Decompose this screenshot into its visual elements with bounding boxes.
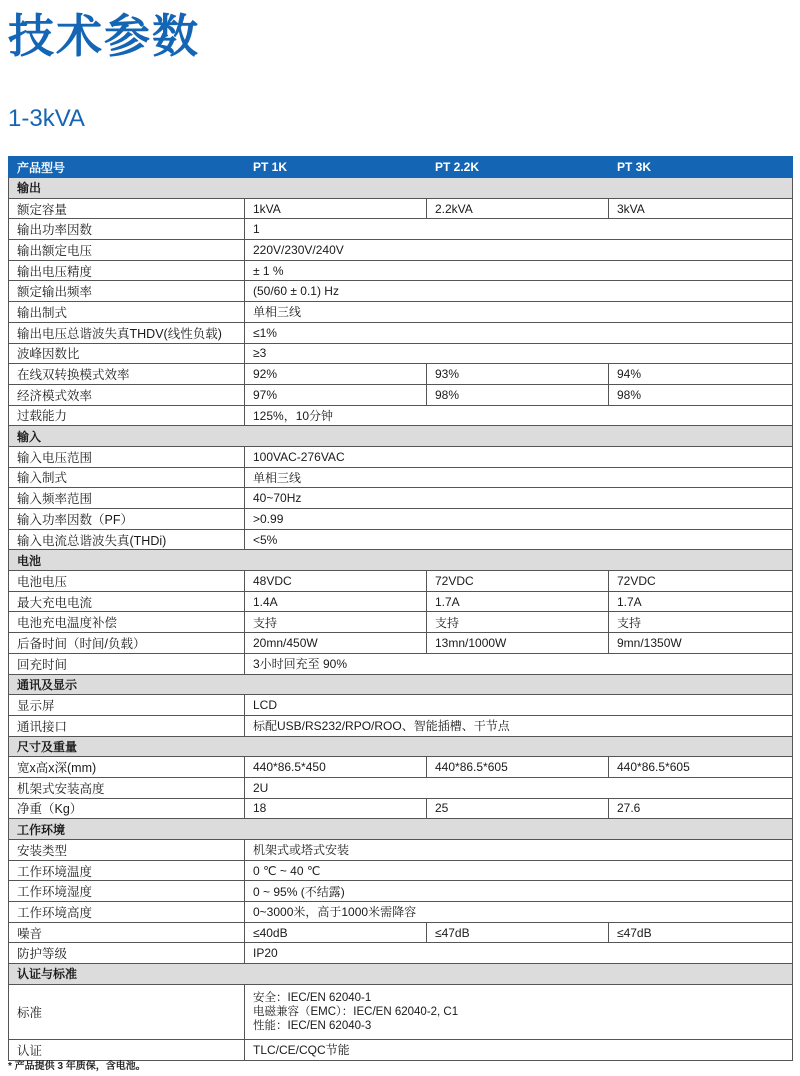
header-cell: PT 1K	[245, 157, 427, 178]
row-value: 440*86.5*450	[245, 757, 427, 778]
row-value: 92%	[245, 364, 427, 385]
row-label: 后备时间（时间/负载）	[9, 633, 245, 654]
footnote: * 产品提供 3 年质保，含电池。	[8, 1061, 146, 1072]
row-value: 220V/230V/240V	[245, 240, 793, 261]
table-row	[9, 384, 793, 405]
row-value: 125%，10分钟	[245, 405, 793, 426]
table-row	[9, 571, 793, 592]
table-row	[9, 198, 793, 219]
row-label: 输出额定电压	[9, 240, 245, 261]
table-row	[9, 219, 793, 240]
row-label: 显示屏	[9, 695, 245, 716]
row-label: 工作环境湿度	[9, 881, 245, 902]
row-label: 输入制式	[9, 467, 245, 488]
header-cell: PT 2.2K	[427, 157, 609, 178]
row-value: <5%	[245, 529, 793, 550]
section-row	[9, 550, 793, 571]
section-row	[9, 819, 793, 840]
value-line: 安全：IEC/EN 62040-1	[253, 991, 372, 1004]
row-value: 18	[245, 798, 427, 819]
row-label: 输入功率因数（PF）	[9, 509, 245, 530]
row-label: 电池电压	[9, 571, 245, 592]
table-row	[9, 757, 793, 778]
table-row	[9, 405, 793, 426]
row-value: ≥3	[245, 343, 793, 364]
row-value: >0.99	[245, 509, 793, 530]
table-row	[9, 260, 793, 281]
row-value: 1.7A	[609, 591, 793, 612]
table-body	[9, 178, 793, 1061]
section-title: 尺寸及重量	[9, 736, 793, 757]
value-line: 性能：IEC/EN 62040-3	[253, 1019, 372, 1032]
table-row	[9, 695, 793, 716]
row-label: 通讯接口	[9, 715, 245, 736]
table-row	[9, 240, 793, 261]
spec-table	[8, 156, 793, 1061]
row-value: 97%	[245, 384, 427, 405]
row-label: 经济模式效率	[9, 384, 245, 405]
row-value: 支持	[427, 612, 609, 633]
row-value: 1.4A	[245, 591, 427, 612]
row-value: 单相三线	[245, 467, 793, 488]
row-label: 工作环境温度	[9, 860, 245, 881]
row-label: 输出电压精度	[9, 260, 245, 281]
row-value	[245, 984, 793, 1039]
table-row	[9, 840, 793, 861]
row-value: 0~3000米，高于1000米需降容	[245, 902, 793, 923]
row-label: 额定输出频率	[9, 281, 245, 302]
table-row	[9, 302, 793, 323]
row-label: 标准	[9, 984, 245, 1039]
page-subtitle: 1-3kVA	[8, 105, 85, 132]
row-label: 宽x高x深(mm)	[9, 757, 245, 778]
row-label: 输入电流总谐波失真(THDi)	[9, 529, 245, 550]
row-label: 最大充电电流	[9, 591, 245, 612]
row-label: 工作环境高度	[9, 902, 245, 923]
section-title: 通讯及显示	[9, 674, 793, 695]
table-row	[9, 281, 793, 302]
row-value: 1.7A	[427, 591, 609, 612]
table-row	[9, 715, 793, 736]
table-row	[9, 902, 793, 923]
row-label: 输入电压范围	[9, 446, 245, 467]
row-label: 安装类型	[9, 840, 245, 861]
section-title: 输出	[9, 178, 793, 199]
table-row	[9, 322, 793, 343]
row-value: 13mn/1000W	[427, 633, 609, 654]
row-value: 27.6	[609, 798, 793, 819]
row-label: 在线双转换模式效率	[9, 364, 245, 385]
row-label: 输入频率范围	[9, 488, 245, 509]
row-value: ≤47dB	[427, 922, 609, 943]
table-row	[9, 922, 793, 943]
row-value: 0 ℃ ~ 40 ℃	[245, 860, 793, 881]
row-value: TLC/CE/CQC节能	[245, 1039, 793, 1060]
section-title: 认证与标准	[9, 964, 793, 985]
section-title: 输入	[9, 426, 793, 447]
table-row	[9, 446, 793, 467]
row-label: 防护等级	[9, 943, 245, 964]
row-value: ≤40dB	[245, 922, 427, 943]
row-value: 1	[245, 219, 793, 240]
section-title: 工作环境	[9, 819, 793, 840]
section-row	[9, 426, 793, 447]
row-value: 20mn/450W	[245, 633, 427, 654]
row-value: ≤47dB	[609, 922, 793, 943]
row-value: 2U	[245, 777, 793, 798]
row-value: ≤1%	[245, 322, 793, 343]
section-title: 电池	[9, 550, 793, 571]
row-value: 支持	[609, 612, 793, 633]
table-row	[9, 984, 793, 1039]
row-label: 输出制式	[9, 302, 245, 323]
table-row	[9, 633, 793, 654]
value-line: 电磁兼容（EMC）：IEC/EN 62040-2, C1	[253, 1005, 459, 1018]
row-value: 48VDC	[245, 571, 427, 592]
row-value: 440*86.5*605	[427, 757, 609, 778]
section-row	[9, 178, 793, 199]
row-label: 认证	[9, 1039, 245, 1060]
row-label: 波峰因数比	[9, 343, 245, 364]
row-value: 40~70Hz	[245, 488, 793, 509]
row-value: 100VAC-276VAC	[245, 446, 793, 467]
row-label: 回充时间	[9, 653, 245, 674]
section-row	[9, 736, 793, 757]
row-value: 25	[427, 798, 609, 819]
row-value: ± 1 %	[245, 260, 793, 281]
table-row	[9, 467, 793, 488]
table-row	[9, 881, 793, 902]
table-row	[9, 591, 793, 612]
row-value: 98%	[427, 384, 609, 405]
row-value: 72VDC	[609, 571, 793, 592]
row-value: 单相三线	[245, 302, 793, 323]
row-label: 额定容量	[9, 198, 245, 219]
row-value: 3kVA	[609, 198, 793, 219]
table-row	[9, 798, 793, 819]
row-value: 72VDC	[427, 571, 609, 592]
table-header-row	[9, 157, 793, 178]
table-row	[9, 364, 793, 385]
row-value: (50/60 ± 0.1) Hz	[245, 281, 793, 302]
row-value: IP20	[245, 943, 793, 964]
row-value: 机架式或塔式安装	[245, 840, 793, 861]
header-cell: 产品型号	[9, 157, 245, 178]
row-label: 净重（Kg）	[9, 798, 245, 819]
row-label: 过载能力	[9, 405, 245, 426]
row-value: 标配USB/RS232/RPO/ROO、智能插槽、干节点	[245, 715, 793, 736]
row-value: 3小时回充至 90%	[245, 653, 793, 674]
row-value: LCD	[245, 695, 793, 716]
section-row	[9, 674, 793, 695]
row-label: 噪音	[9, 922, 245, 943]
header-cell: PT 3K	[609, 157, 793, 178]
row-value: 93%	[427, 364, 609, 385]
row-value: 2.2kVA	[427, 198, 609, 219]
table-row	[9, 488, 793, 509]
row-value: 94%	[609, 364, 793, 385]
table-row	[9, 860, 793, 881]
row-value: 1kVA	[245, 198, 427, 219]
row-value: 440*86.5*605	[609, 757, 793, 778]
table-row	[9, 509, 793, 530]
table-row	[9, 612, 793, 633]
page-title: 技术参数	[8, 10, 200, 62]
row-label: 机架式安装高度	[9, 777, 245, 798]
row-value: 9mn/1350W	[609, 633, 793, 654]
section-row	[9, 964, 793, 985]
row-value: 0 ~ 95% (不结露)	[245, 881, 793, 902]
table-row	[9, 343, 793, 364]
row-label: 电池充电温度补偿	[9, 612, 245, 633]
row-label: 输出功率因数	[9, 219, 245, 240]
table-row	[9, 943, 793, 964]
table-row	[9, 653, 793, 674]
table-row	[9, 529, 793, 550]
row-label: 输出电压总谐波失真THDV(线性负载)	[9, 322, 245, 343]
row-value: 98%	[609, 384, 793, 405]
table-row	[9, 777, 793, 798]
row-value: 支持	[245, 612, 427, 633]
